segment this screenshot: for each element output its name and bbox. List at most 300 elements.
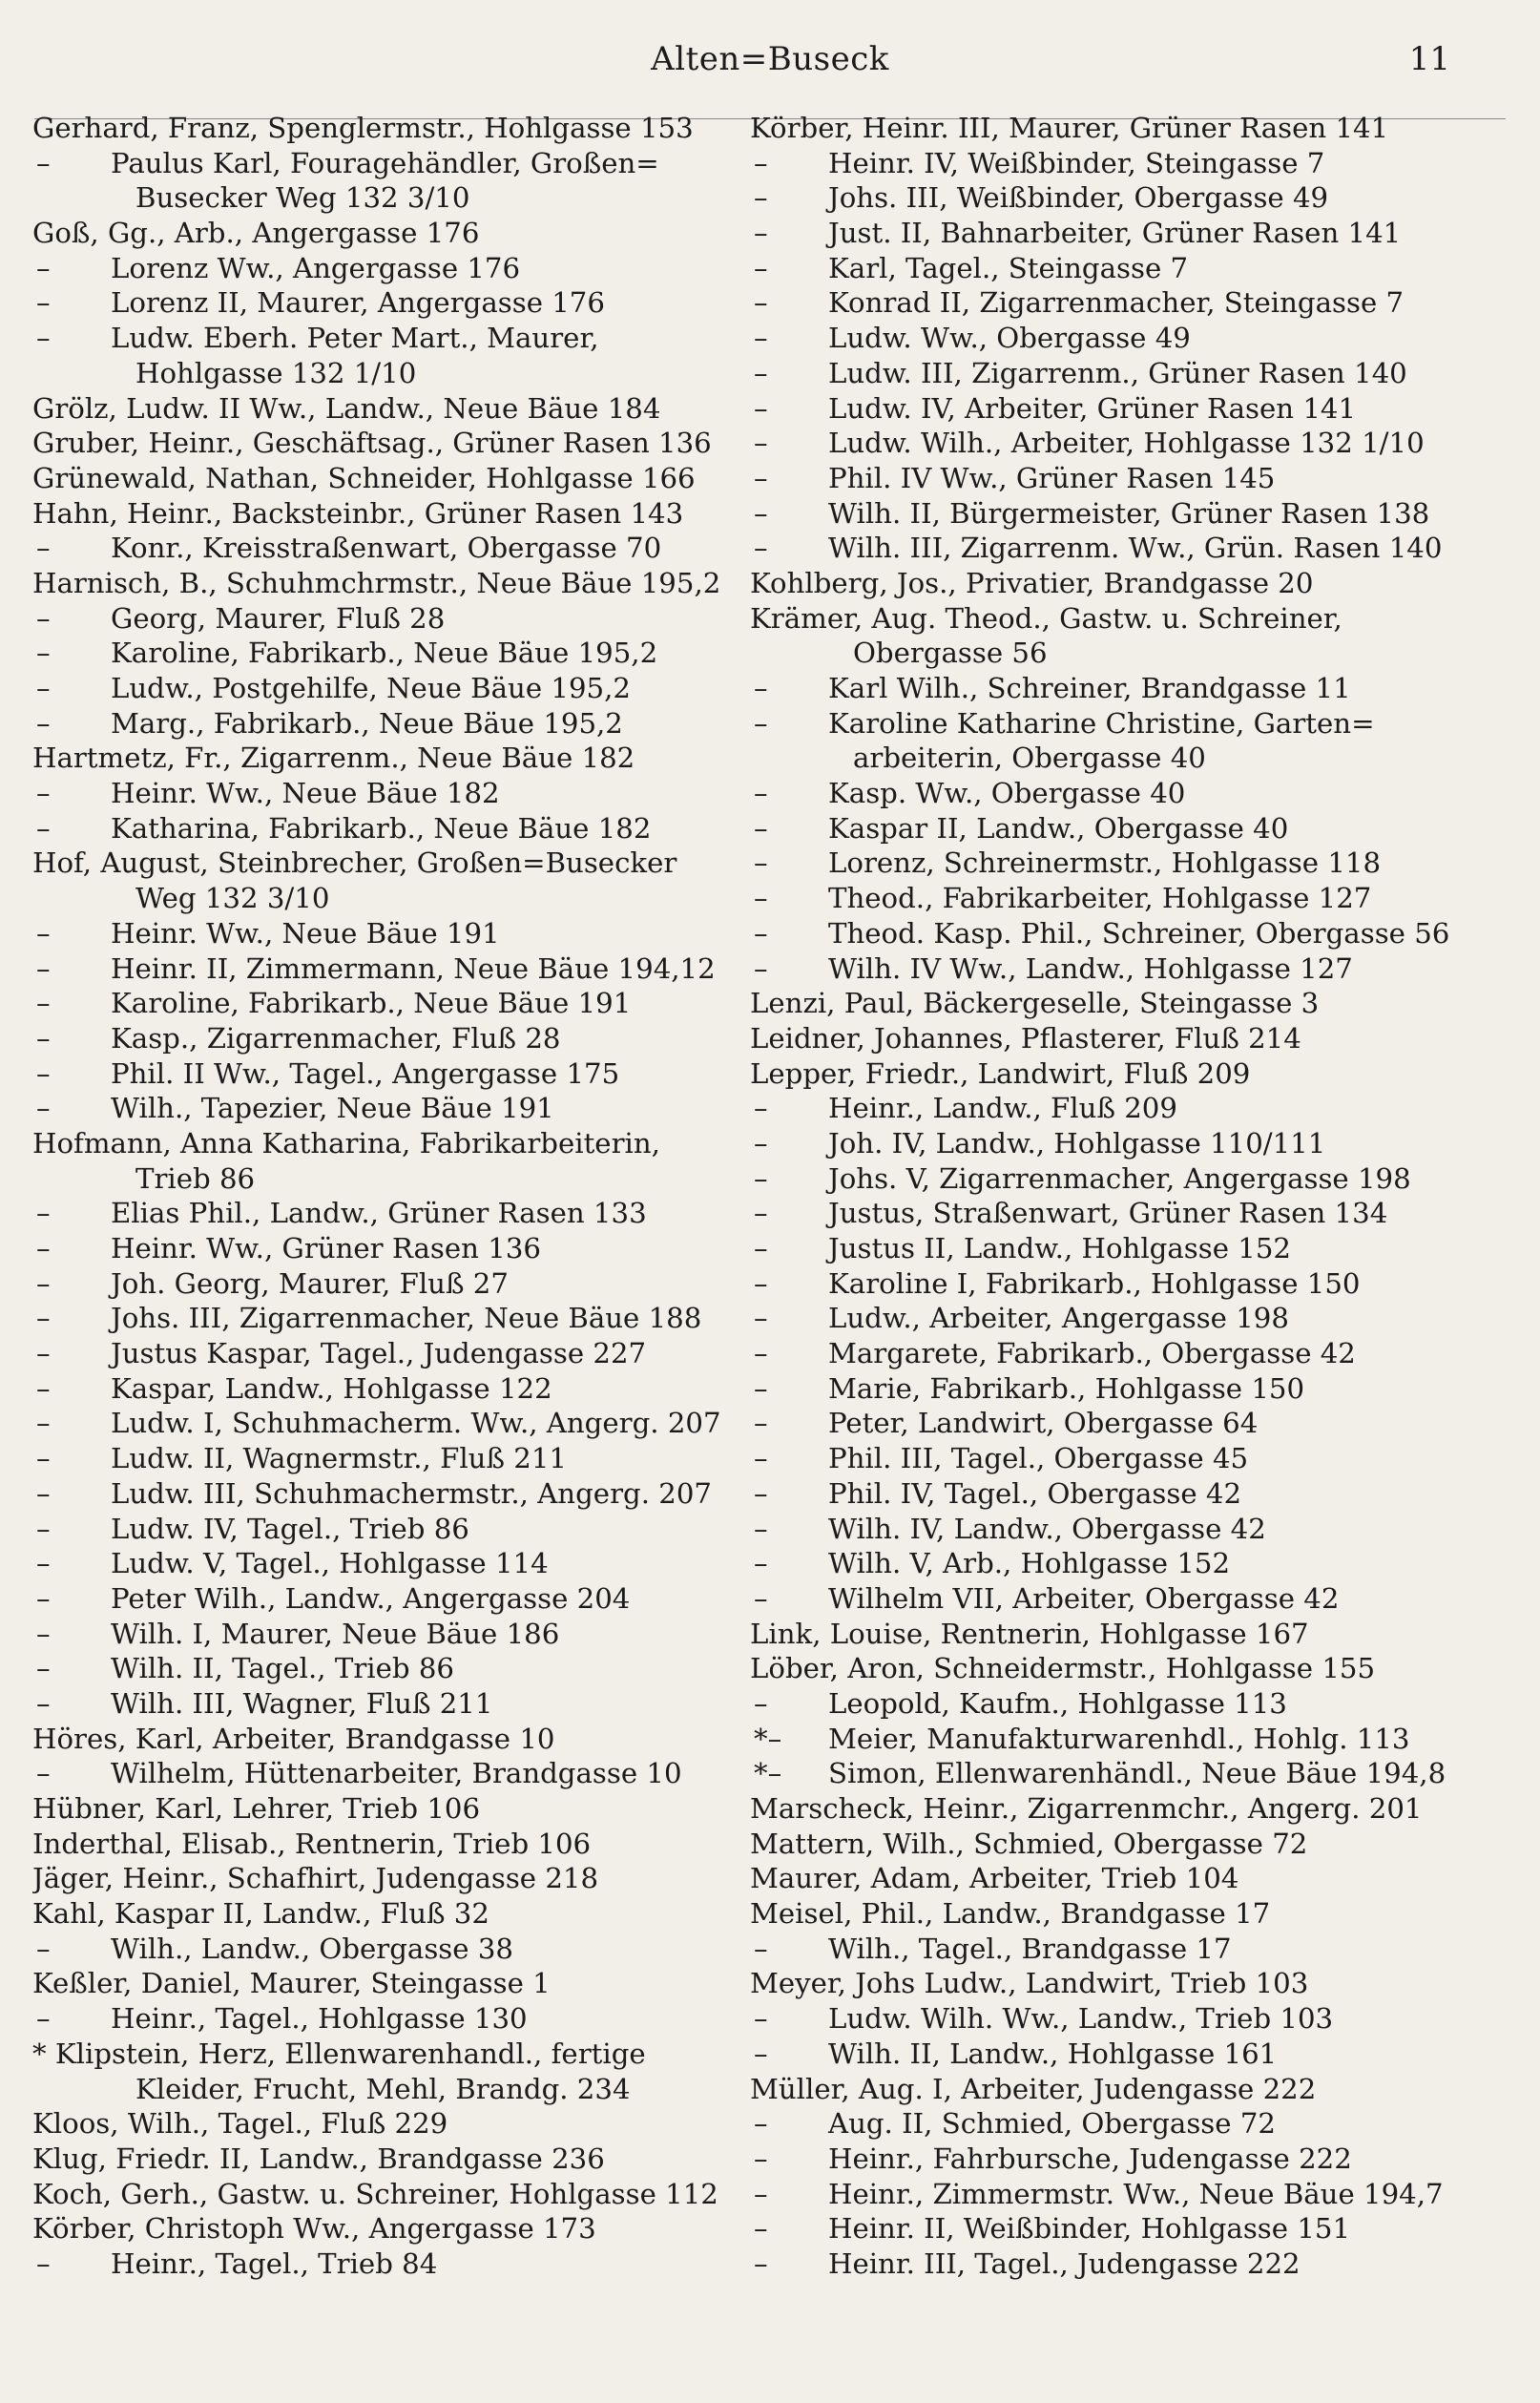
directory-entry	[32, 2211, 748, 2246]
directory-entry	[32, 776, 748, 811]
directory-entry	[750, 706, 1504, 742]
entry-text: Heinr. Ww., Neue Bäue 191	[111, 916, 500, 950]
entry-marker: –	[754, 1161, 768, 1195]
directory-entry	[32, 1056, 748, 1092]
entry-text: Leopold, Kaufm., Hohlgasse 113	[828, 1686, 1287, 1720]
directory-entry	[750, 321, 1504, 356]
entry-text: Phil. IV Ww., Grüner Rasen 145	[828, 461, 1276, 494]
entry-marker: –	[754, 2212, 768, 2246]
entry-text: Konr., Kreisstraßenwart, Obergasse 70	[111, 532, 662, 565]
directory-entry	[32, 1861, 748, 1896]
directory-entry	[750, 2142, 1504, 2177]
directory-entry	[750, 1581, 1504, 1617]
entry-text: * Klipstein, Herz, Ellenwarenhandl., fertige	[32, 2037, 646, 2070]
entry-text: Wilh., Tapezier, Neue Bäue 191	[111, 1092, 554, 1125]
entry-marker: –	[754, 777, 768, 810]
directory-column-right	[750, 111, 1504, 2392]
entry-text: Phil. III, Tagel., Obergasse 45	[828, 1442, 1249, 1475]
entry-text: Ludw., Postgehilfe, Neue Bäue 195,2	[111, 672, 631, 704]
entry-text: Wilhelm VII, Arbeiter, Obergasse 42	[828, 1581, 1340, 1615]
entry-marker: –	[754, 1547, 768, 1580]
directory-entry	[32, 1896, 748, 1932]
entry-marker: –	[754, 1932, 768, 1965]
entry-marker: –	[754, 1266, 768, 1300]
directory-entry	[750, 986, 1504, 1021]
entry-marker: –	[36, 916, 51, 950]
entry-marker: –	[754, 916, 768, 950]
directory-entry	[32, 1476, 748, 1512]
entry-text: Wilh. I, Maurer, Neue Bäue 186	[111, 1617, 560, 1650]
directory-entry	[32, 1231, 748, 1266]
entry-text: Heinr. Ww., Neue Bäue 182	[111, 777, 500, 810]
entry-text: Klug, Friedr. II, Landw., Brandgasse 236	[32, 2142, 605, 2175]
directory-entry	[32, 2037, 748, 2072]
entry-marker: –	[36, 1371, 51, 1405]
entry-text: Marscheck, Heinr., Zigarrenmchr., Angerg. 201	[750, 1792, 1423, 1825]
entry-marker: –	[36, 1652, 51, 1685]
directory-entry	[750, 1476, 1504, 1512]
entry-text: Leidner, Johannes, Pflasterer, Fluß 214	[750, 1021, 1301, 1055]
directory-entry	[32, 356, 748, 391]
entry-text: Kaspar II, Landw., Obergasse 40	[828, 811, 1289, 845]
entry-text: Hohlgasse 132 1/10	[135, 356, 417, 389]
entry-marker: –	[754, 882, 768, 915]
entry-text: Inderthal, Elisab., Rentnerin, Trieb 106	[32, 1827, 592, 1860]
directory-entry	[750, 566, 1504, 601]
entry-text: Koch, Gerh., Gastw. u. Schreiner, Hohlgasse 112	[32, 2177, 718, 2210]
entry-text: Wilh., Tagel., Brandgasse 17	[828, 1932, 1232, 1965]
running-head-title: Alten=Buseck	[651, 40, 889, 78]
entry-text: Karoline I, Fabrikarb., Hohlgasse 150	[828, 1266, 1361, 1300]
entry-marker: –	[754, 1581, 768, 1615]
directory-entry	[32, 1932, 748, 1967]
entry-text: Kasp. Ww., Obergasse 40	[828, 777, 1186, 810]
directory-entry	[750, 811, 1504, 846]
directory-entry	[750, 881, 1504, 916]
entry-text: Meier, Manufakturwarenhdl., Hohlg. 113	[828, 1722, 1410, 1755]
entry-marker: –	[36, 951, 51, 985]
entry-marker: –	[754, 2246, 768, 2280]
directory-entry	[32, 1966, 748, 2001]
directory-entry	[750, 671, 1504, 706]
entry-text: Heinr., Landw., Fluß 209	[828, 1092, 1177, 1125]
entry-marker: –	[754, 1512, 768, 1545]
directory-entry	[750, 1756, 1504, 1791]
entry-text: Wilhelm, Hüttenarbeiter, Brandgasse 10	[111, 1757, 682, 1790]
entry-text: Kahl, Kaspar II, Landw., Fluß 32	[32, 1897, 489, 1931]
entry-text: Ludw. I, Schuhmacherm. Ww., Angerg. 207	[111, 1407, 721, 1440]
entry-text: Lepper, Friedr., Landwirt, Fluß 209	[750, 1056, 1251, 1090]
directory-entry	[32, 285, 748, 321]
directory-entry	[750, 1861, 1504, 1896]
directory-entry	[32, 1791, 748, 1827]
entry-text: Ludw. IV, Arbeiter, Grüner Rasen 141	[828, 391, 1357, 425]
entry-marker: –	[754, 672, 768, 704]
entry-text: Margarete, Fabrikarb., Obergasse 42	[828, 1337, 1356, 1370]
entry-text: Wilh. V, Arb., Hohlgasse 152	[828, 1547, 1231, 1580]
entry-text: Ludw. III, Schuhmachermstr., Angerg. 207	[111, 1476, 712, 1510]
entry-marker: –	[754, 461, 768, 494]
entry-marker: *–	[754, 1757, 782, 1790]
entry-text: Mattern, Wilh., Schmied, Obergasse 72	[750, 1827, 1308, 1860]
entry-text: Krämer, Aug. Theod., Gastw. u. Schreiner,	[750, 601, 1342, 635]
entry-text: Heinr. Ww., Grüner Rasen 136	[111, 1232, 541, 1264]
directory-entry	[32, 706, 748, 742]
entry-text: Wilh. IV, Landw., Obergasse 42	[828, 1512, 1266, 1545]
directory-entry	[32, 601, 748, 637]
entry-text: Wilh., Landw., Obergasse 38	[111, 1932, 513, 1965]
directory-entry	[750, 1546, 1504, 1581]
entry-text: Wilh. III, Wagner, Fluß 211	[111, 1686, 493, 1720]
entry-marker: –	[754, 251, 768, 284]
entry-text: Joh. IV, Landw., Hohlgasse 110/111	[828, 1126, 1326, 1160]
entry-text: Weg 132 3/10	[135, 882, 330, 915]
directory-entry	[750, 285, 1504, 321]
directory-entry	[32, 671, 748, 706]
entry-marker: –	[36, 1757, 51, 1790]
directory-entry	[750, 1512, 1504, 1547]
directory-entry	[750, 1091, 1504, 1126]
directory-entry	[32, 2142, 748, 2177]
directory-entry	[32, 1336, 748, 1371]
directory-entry	[32, 146, 748, 181]
entry-marker: –	[754, 2037, 768, 2070]
directory-entry	[750, 1406, 1504, 1441]
directory-entry	[750, 1266, 1504, 1302]
entry-text: Hartmetz, Fr., Zigarrenm., Neue Bäue 182	[32, 742, 635, 775]
directory-entry	[750, 2106, 1504, 2142]
entry-marker: –	[36, 601, 51, 635]
entry-text: Marie, Fabrikarb., Hohlgasse 150	[828, 1371, 1305, 1405]
entry-text: Ludw. Ww., Obergasse 49	[828, 322, 1191, 355]
entry-marker: –	[754, 181, 768, 215]
directory-entry	[32, 636, 748, 671]
entry-text: Lorenz Ww., Angergasse 176	[111, 251, 521, 284]
directory-entry	[32, 1406, 748, 1441]
directory-entry	[32, 1091, 748, 1126]
entry-text: Hofmann, Anna Katharina, Fabrikarbeiterin,	[32, 1126, 660, 1160]
directory-entry	[750, 146, 1504, 181]
directory-entry	[750, 356, 1504, 391]
entry-marker: –	[754, 1686, 768, 1720]
entry-text: Justus II, Landw., Hohlgasse 152	[828, 1232, 1291, 1264]
directory-entry	[750, 391, 1504, 427]
directory-entry	[32, 2246, 748, 2282]
entry-marker: –	[754, 1302, 768, 1335]
directory-entry	[32, 391, 748, 427]
entry-marker: –	[754, 1232, 768, 1264]
entry-marker: –	[754, 427, 768, 460]
directory-entry	[32, 916, 748, 951]
entry-marker: –	[36, 1547, 51, 1580]
directory-entry	[750, 1651, 1504, 1686]
directory-entry	[750, 951, 1504, 987]
entry-text: Heinr. IV, Weißbinder, Steingasse 7	[828, 146, 1325, 179]
directory-entry	[750, 180, 1504, 216]
directory-entry	[32, 1722, 748, 1757]
entry-marker: –	[36, 322, 51, 355]
entry-text: Joh. Georg, Maurer, Fluß 27	[111, 1266, 509, 1300]
directory-entry	[32, 986, 748, 1021]
entry-text: Paulus Karl, Fouragehändler, Großen=	[111, 146, 659, 179]
entry-text: Peter, Landwirt, Obergasse 64	[828, 1407, 1259, 1440]
entry-text: Hübner, Karl, Lehrer, Trieb 106	[32, 1792, 481, 1825]
entry-marker: –	[754, 146, 768, 179]
entry-marker: –	[36, 1056, 51, 1090]
entry-marker: –	[754, 811, 768, 845]
directory-entry	[750, 1617, 1504, 1652]
entry-text: Peter Wilh., Landw., Angergasse 204	[111, 1581, 631, 1615]
entry-marker: –	[754, 2142, 768, 2175]
directory-entry	[750, 916, 1504, 951]
entry-text: Johs. V, Zigarrenmacher, Angergasse 198	[828, 1161, 1411, 1195]
entry-text: Keßler, Daniel, Maurer, Steingasse 1	[32, 1967, 551, 2000]
entry-text: Trieb 86	[135, 1161, 256, 1195]
directory-entry	[32, 216, 748, 251]
directory-entry	[32, 1441, 748, 1476]
entry-marker: –	[754, 2177, 768, 2210]
page-number: 11	[1408, 40, 1450, 78]
entry-text: Wilh. II, Tagel., Trieb 86	[111, 1652, 454, 1685]
entry-marker: –	[36, 1932, 51, 1965]
entry-marker: –	[36, 251, 51, 284]
directory-column-left	[32, 111, 748, 2392]
entry-text: Justus Kaspar, Tagel., Judengasse 227	[111, 1337, 647, 1370]
entry-marker: –	[754, 1476, 768, 1510]
entry-text: Goß, Gg., Arb., Angergasse 176	[32, 217, 480, 250]
entry-text: Busecker Weg 132 3/10	[135, 181, 470, 215]
entry-marker: –	[36, 1407, 51, 1440]
directory-entry	[32, 1512, 748, 1547]
entry-marker: –	[36, 811, 51, 845]
directory-entry	[750, 601, 1504, 637]
entry-marker: –	[36, 1476, 51, 1510]
entry-marker: –	[36, 987, 51, 1020]
directory-entry	[32, 531, 748, 566]
directory-entry	[32, 741, 748, 776]
directory-entry	[750, 426, 1504, 461]
entry-text: Hof, August, Steinbrecher, Großen=Busecker	[32, 846, 677, 880]
directory-entry	[32, 426, 748, 461]
directory-entry	[750, 741, 1504, 776]
directory-entry	[750, 1126, 1504, 1161]
directory-entry	[750, 2001, 1504, 2037]
directory-entry	[750, 2177, 1504, 2212]
entry-text: Johs. III, Weißbinder, Obergasse 49	[828, 181, 1329, 215]
entry-marker: –	[754, 217, 768, 250]
entry-marker: –	[36, 1686, 51, 1720]
entry-marker: –	[36, 532, 51, 565]
entry-text: Kloos, Wilh., Tagel., Fluß 229	[32, 2107, 448, 2141]
entry-marker: –	[36, 1197, 51, 1230]
directory-entry	[32, 846, 748, 881]
entry-marker: –	[36, 1442, 51, 1475]
entry-marker: –	[36, 706, 51, 740]
directory-entry	[32, 566, 748, 601]
directory-entry	[750, 251, 1504, 286]
entry-marker: –	[754, 2002, 768, 2036]
entry-text: Karoline, Fabrikarb., Neue Bäue 191	[111, 987, 632, 1020]
entry-marker: –	[754, 951, 768, 985]
entry-text: Heinr., Tagel., Trieb 84	[111, 2246, 438, 2280]
entry-text: Meyer, Johs Ludw., Landwirt, Trieb 103	[750, 1967, 1309, 2000]
entry-text: Heinr., Fahrbursche, Judengasse 222	[828, 2142, 1352, 2175]
directory-entry	[32, 1617, 748, 1652]
directory-entry	[750, 1021, 1504, 1056]
entry-text: Phil. IV, Tagel., Obergasse 42	[828, 1476, 1242, 1510]
entry-marker: –	[754, 356, 768, 389]
entry-text: Ludw. III, Zigarrenm., Grüner Rasen 140	[828, 356, 1407, 389]
directory-entry	[750, 1196, 1504, 1231]
directory-entry	[32, 1756, 748, 1791]
entry-text: Meisel, Phil., Landw., Brandgasse 17	[750, 1897, 1271, 1931]
entry-marker: –	[754, 2107, 768, 2141]
entry-text: Katharina, Fabrikarb., Neue Bäue 182	[111, 811, 652, 845]
entry-text: Theod. Kasp. Phil., Schreiner, Obergasse 56	[828, 916, 1450, 950]
entry-marker: –	[36, 146, 51, 179]
entry-marker: –	[36, 1581, 51, 1615]
entry-marker: –	[36, 1232, 51, 1264]
entry-text: Wilh. II, Landw., Hohlgasse 161	[828, 2037, 1278, 2070]
entry-text: Wilh. IV Ww., Landw., Hohlgasse 127	[828, 951, 1353, 985]
entry-marker: –	[754, 286, 768, 320]
entry-text: Karl, Tagel., Steingasse 7	[828, 251, 1189, 284]
entry-text: Marg., Fabrikarb., Neue Bäue 195,2	[111, 706, 623, 740]
entry-text: Kleider, Frucht, Mehl, Brandg. 234	[135, 2072, 631, 2105]
directory-entry	[32, 1371, 748, 1407]
entry-text: Konrad II, Zigarrenmacher, Steingasse 7	[828, 286, 1405, 320]
entry-text: Ludw. IV, Tagel., Trieb 86	[111, 1512, 469, 1545]
entry-marker: –	[754, 1197, 768, 1230]
entry-text: Lorenz II, Maurer, Angergasse 176	[111, 286, 605, 320]
directory-entry	[32, 461, 748, 496]
entry-text: Karl Wilh., Schreiner, Brandgasse 11	[828, 672, 1351, 704]
entry-text: Georg, Maurer, Fluß 28	[111, 601, 446, 635]
entry-text: Simon, Ellenwarenhändl., Neue Bäue 194,8	[828, 1757, 1446, 1790]
directory-entry	[32, 251, 748, 286]
directory-entry	[32, 1581, 748, 1617]
directory-entry	[32, 1161, 748, 1197]
directory-entry	[32, 321, 748, 356]
directory-entry	[750, 2072, 1504, 2107]
entry-text: Wilh. III, Zigarrenm. Ww., Grün. Rasen 140	[828, 532, 1443, 565]
entry-text: Ludw. Wilh., Arbeiter, Hohlgasse 132 1/10	[828, 427, 1425, 460]
directory-entry	[750, 1932, 1504, 1967]
entry-text: Ludw., Arbeiter, Angergasse 198	[828, 1302, 1289, 1335]
directory-entry	[750, 1056, 1504, 1092]
entry-text: Gerhard, Franz, Spenglermstr., Hohlgasse 153	[32, 112, 694, 144]
directory-entry	[32, 496, 748, 532]
entry-marker: *–	[754, 1722, 782, 1755]
directory-entry	[32, 1266, 748, 1302]
entry-text: Aug. II, Schmied, Obergasse 72	[828, 2107, 1276, 2141]
entry-text: Müller, Aug. I, Arbeiter, Judengasse 222	[750, 2072, 1317, 2105]
entry-marker: –	[754, 322, 768, 355]
directory-entry	[32, 111, 748, 146]
directory-entry	[750, 1231, 1504, 1266]
directory-entry	[32, 1301, 748, 1336]
entry-text: Heinr., Tagel., Hohlgasse 130	[111, 2002, 528, 2036]
directory-entry	[32, 1021, 748, 1056]
entry-text: Karoline Katharine Christine, Garten=	[828, 706, 1375, 740]
entry-marker: –	[754, 496, 768, 530]
directory-entry	[32, 811, 748, 846]
entry-marker: –	[36, 1512, 51, 1545]
directory-entry	[750, 1441, 1504, 1476]
directory-entry	[750, 636, 1504, 671]
entry-text: Phil. II Ww., Tagel., Angergasse 175	[111, 1056, 620, 1090]
entry-text: Heinr. III, Tagel., Judengasse 222	[828, 2246, 1301, 2280]
entry-text: Link, Louise, Rentnerin, Hohlgasse 167	[750, 1617, 1309, 1650]
directory-entry	[750, 461, 1504, 496]
entry-text: Kaspar, Landw., Hohlgasse 122	[111, 1371, 552, 1405]
directory-entry	[32, 1126, 748, 1161]
entry-text: Grölz, Ludw. II Ww., Landw., Neue Bäue 184	[32, 391, 661, 425]
entry-marker: –	[754, 1126, 768, 1160]
directory-entry	[750, 846, 1504, 881]
directory-entry	[750, 1301, 1504, 1336]
entry-text: Elias Phil., Landw., Grüner Rasen 133	[111, 1197, 647, 1230]
entry-text: Heinr. II, Weißbinder, Hohlgasse 151	[828, 2212, 1351, 2246]
entry-text: Harnisch, B., Schuhmchrmstr., Neue Bäue 195,2	[32, 566, 721, 599]
directory-entry	[750, 1371, 1504, 1407]
entry-text: Kasp., Zigarrenmacher, Fluß 28	[111, 1021, 561, 1055]
directory-entry	[750, 1966, 1504, 2001]
entry-text: Körber, Christoph Ww., Angergasse 173	[32, 2212, 596, 2246]
entry-text: arbeiterin, Obergasse 40	[853, 742, 1206, 775]
entry-marker: –	[754, 1337, 768, 1370]
entry-text: Heinr. II, Zimmermann, Neue Bäue 194,12	[111, 951, 716, 985]
entry-marker: –	[36, 2002, 51, 2036]
entry-marker: –	[754, 706, 768, 740]
directory-entry	[32, 2177, 748, 2212]
directory-entry	[750, 1791, 1504, 1827]
entry-marker: –	[36, 1337, 51, 1370]
directory-entry	[750, 1336, 1504, 1371]
entry-text: Justus, Straßenwart, Grüner Rasen 134	[828, 1197, 1388, 1230]
entry-text: Hahn, Heinr., Backsteinbr., Grüner Rasen 143	[32, 496, 684, 530]
directory-entry	[750, 531, 1504, 566]
entry-marker: –	[36, 672, 51, 704]
directory-entry	[750, 776, 1504, 811]
directory-entry	[750, 1722, 1504, 1757]
directory-entry	[32, 2072, 748, 2107]
entry-marker: –	[754, 532, 768, 565]
directory-entry	[32, 1686, 748, 1722]
directory-entry	[750, 216, 1504, 251]
directory-entry	[32, 180, 748, 216]
entry-marker: –	[36, 637, 51, 670]
directory-entry	[750, 1686, 1504, 1722]
entry-marker: –	[754, 1442, 768, 1475]
directory-entry	[32, 1651, 748, 1686]
directory-entry	[32, 1827, 748, 1862]
directory-entry	[750, 1827, 1504, 1862]
entry-text: Ludw. V, Tagel., Hohlgasse 114	[111, 1547, 549, 1580]
entry-marker: –	[754, 1092, 768, 1125]
entry-marker: –	[36, 1092, 51, 1125]
entry-text: Wilh. II, Bürgermeister, Grüner Rasen 138	[828, 496, 1430, 530]
directory-entry	[32, 2106, 748, 2142]
entry-marker: –	[36, 286, 51, 320]
directory-entry	[32, 881, 748, 916]
entry-text: Grünewald, Nathan, Schneider, Hohlgasse 166	[32, 461, 696, 494]
directory-entry	[32, 1546, 748, 1581]
directory-entry	[750, 1161, 1504, 1197]
page-header	[0, 34, 1540, 92]
entry-text: Ludw. II, Wagnermstr., Fluß 211	[111, 1442, 567, 1475]
entry-text: Körber, Heinr. III, Maurer, Grüner Rasen 141	[750, 112, 1389, 144]
